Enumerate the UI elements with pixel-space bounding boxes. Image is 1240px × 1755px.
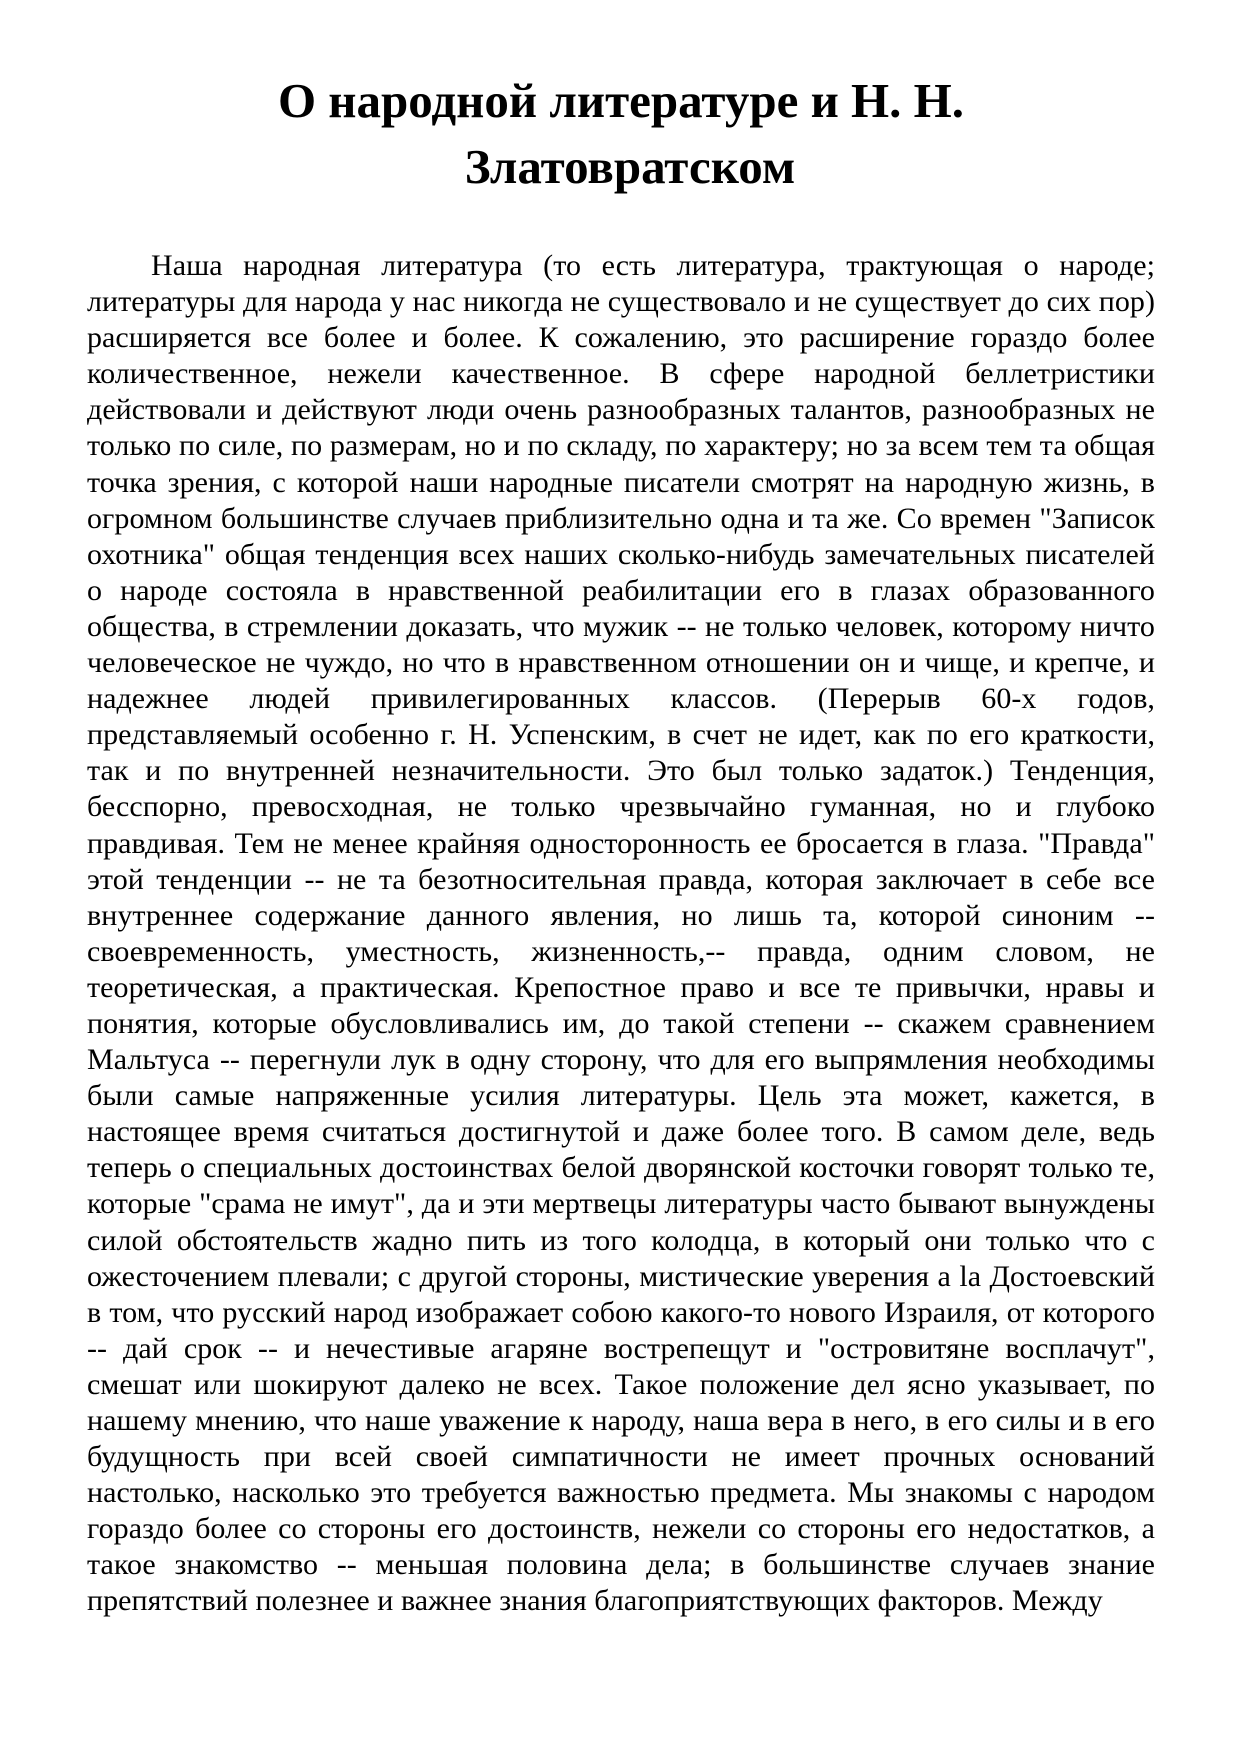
page-title bbox=[0, 68, 1240, 200]
title-line-1: О народной литературе и Н. Н. bbox=[277, 73, 965, 128]
body-paragraph: Наша народная литература (то есть литература, трактующая о народе; литературы для народа у нас никогда не существовало и не существует до сих пор) расширяется все более и более. К сожалению, это расширение гораздо более количественное, нежели качественное. В сфере народной беллетристики действовали и действуют люди очень разнообразных талантов, разнообразных не только по силе, по размерам, но и по складу, по характеру; но за всем тем та общая точка зрения, с которой наши народные писатели смотрят на народную жизнь, в огромном большинстве случаев приблизительно одна и та же. Со времен "Записок охотника" общая тенденция всех наших сколько-нибудь замечательных писателей о народе состояла в нравственной реабилитации его в глазах образованного общества, в стремлении доказать, что мужик -- не только человек, которому ничто человеческое не чуждо, но что в нравственном отношении он и чище, и крепче, и надежнее людей привилегированных классов. (Перерыв 60-х годов, представляемый особенно г. Н. Успенским, в счет не идет, как по его краткости, так и по внутренней незначительности. Это был только задаток.) Тенденция, бесспорно, превосходная, не только чрезвычайно гуманная, но и глубоко правдивая. Тем не менее крайняя односторонность ее бросается в глаза. "Правда" этой тенденции -- не та безотносительная правда, которая заключает в себе все внутреннее содержание данного явления, но лишь та, которой синоним -- своевременность, уместность, жизненность,-- правда, одним словом, не теоретическая, а практическая. Крепостное право и все те привычки, нравы и понятия, которые обусловливались им, до такой степени -- скажем сравнением Мальтуса -- перегнули лук в одну сторону, что для его выпрямления необходимы были самые напряженные усилия литературы. Цель эта может, кажется, в настоящее время считаться достигнутой и даже более того. В самом деле, ведь теперь о специальных достоинствах белой дворянской косточки говорят только те, которые "срама не имут", да и эти мертвецы литературы часто бывают вынуждены силой обстоятельств жадно пить из того колодца, в который они только что с ожесточением плевали; с другой стороны, мистические уверения a la Достоевский в том, что русский народ изображает собою какого-то нового Израиля, от которого -- дай срок -- и нечестивые агаряне вострепещут и "островитяне восплачут", смешат или шокируют далеко не всех. Такое положение дел ясно указывает, по нашему мнению, что наше уважение к народу, наша вера в него, в его силы и в его будущность при всей своей симпатичности не имеет прочных оснований настолько, насколько это требуется важностью предмета. Мы знакомы с народом гораздо более со стороны его достоинств, нежели со стороны его недостатков, а такое знакомство -- меньшая половина дела; в большинстве случаев знание препятствий полезнее и важнее знания благоприятствующих факторов. Между bbox=[87, 249, 1155, 1618]
title-line-2: Златовратском bbox=[464, 139, 796, 194]
